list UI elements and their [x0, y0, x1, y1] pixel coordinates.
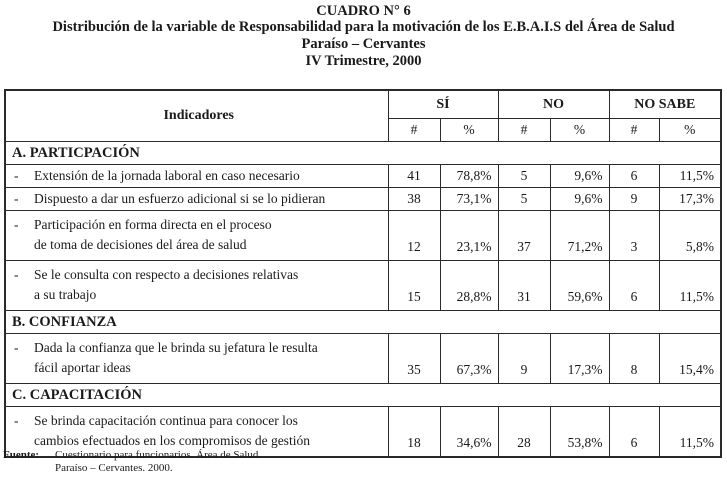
indicator-cell: - Participación en forma directa en el proceso de toma de decisiones del área de salud	[5, 211, 388, 261]
si-count: 38	[388, 188, 440, 211]
table-subtitle-period: IV Trimestre, 2000	[305, 53, 422, 69]
no-count: 31	[498, 261, 550, 311]
si-count: 18	[388, 407, 440, 458]
indicator-cell: - Dada la confianza que le brinda su jefatura le resulta fácil aportar ideas	[5, 334, 388, 384]
indicator-cell: - Extensión de la jornada laboral en caso necesario	[5, 165, 388, 188]
indicator-cell: - Se le consulta con respecto a decisiones relativas a su trabajo	[5, 261, 388, 311]
indicator-cell: - Dispuesto a dar un esfuerzo adicional si se lo pidieran	[5, 188, 388, 211]
header-no-count: #	[498, 119, 550, 142]
si-count: 41	[388, 165, 440, 188]
no-percent: 53,8%	[550, 407, 609, 458]
nosabe-count: 8	[609, 334, 659, 384]
nosabe-percent: 15,4%	[659, 334, 721, 384]
nosabe-percent: 11,5%	[659, 407, 721, 458]
header-si: SÍ	[388, 90, 498, 119]
table-row	[5, 261, 721, 311]
si-percent: 34,6%	[440, 407, 498, 458]
indicator-cell: - Se brinda capacitación continua para conocer los cambios efectuados en los compromisos de gestión	[5, 407, 388, 458]
no-count: 5	[498, 188, 550, 211]
table-row	[5, 211, 721, 261]
nosabe-count: 6	[609, 407, 659, 458]
header-indicadores: Indicadores	[5, 90, 388, 142]
nosabe-percent: 17,3%	[659, 188, 721, 211]
si-percent: 73,1%	[440, 188, 498, 211]
table-row	[5, 188, 721, 211]
no-count: 5	[498, 165, 550, 188]
group-capacitacion: C. CAPACITACIÓN	[5, 384, 721, 407]
table-subtitle-place: Paraíso – Cervantes	[301, 36, 426, 52]
table-row	[5, 165, 721, 188]
si-percent: 28,8%	[440, 261, 498, 311]
header-si-percent: %	[440, 119, 498, 142]
data-table	[4, 89, 722, 458]
no-percent: 71,2%	[550, 211, 609, 261]
header-si-count: #	[388, 119, 440, 142]
header-nosabe-percent: %	[659, 119, 721, 142]
si-percent: 78,8%	[440, 165, 498, 188]
nosabe-count: 3	[609, 211, 659, 261]
header-no-sabe: NO SABE	[609, 90, 721, 119]
si-count: 35	[388, 334, 440, 384]
group-participacion: A. PARTICPACIÓN	[5, 142, 721, 165]
no-percent: 9,6%	[550, 188, 609, 211]
si-count: 12	[388, 211, 440, 261]
nosabe-percent: 11,5%	[659, 261, 721, 311]
table-title: Distribución de la variable de Responsabilidad para la motivación de los E.B.A.I.S del Área de Salud	[52, 19, 675, 35]
si-count: 15	[388, 261, 440, 311]
nosabe-percent: 11,5%	[659, 165, 721, 188]
source-line-1: Cuestionario para funcionarios. Área de Salud.	[55, 449, 262, 461]
no-percent: 59,6%	[550, 261, 609, 311]
source-label: Fuente:	[3, 449, 40, 461]
nosabe-percent: 5,8%	[659, 211, 721, 261]
no-count: 37	[498, 211, 550, 261]
no-count: 9	[498, 334, 550, 384]
no-percent: 17,3%	[550, 334, 609, 384]
si-percent: 67,3%	[440, 334, 498, 384]
no-count: 28	[498, 407, 550, 458]
header-no-percent: %	[550, 119, 609, 142]
group-confianza: B. CONFIANZA	[5, 311, 721, 334]
source-note	[3, 449, 261, 475]
header-no: NO	[498, 90, 609, 119]
nosabe-count: 6	[609, 261, 659, 311]
table-row	[5, 334, 721, 384]
nosabe-count: 6	[609, 165, 659, 188]
source-line-2: Paraíso – Cervantes. 2000.	[55, 462, 173, 474]
header-nosabe-count: #	[609, 119, 659, 142]
si-percent: 23,1%	[440, 211, 498, 261]
nosabe-count: 9	[609, 188, 659, 211]
table-number: CUADRO N° 6	[316, 3, 411, 19]
no-percent: 9,6%	[550, 165, 609, 188]
